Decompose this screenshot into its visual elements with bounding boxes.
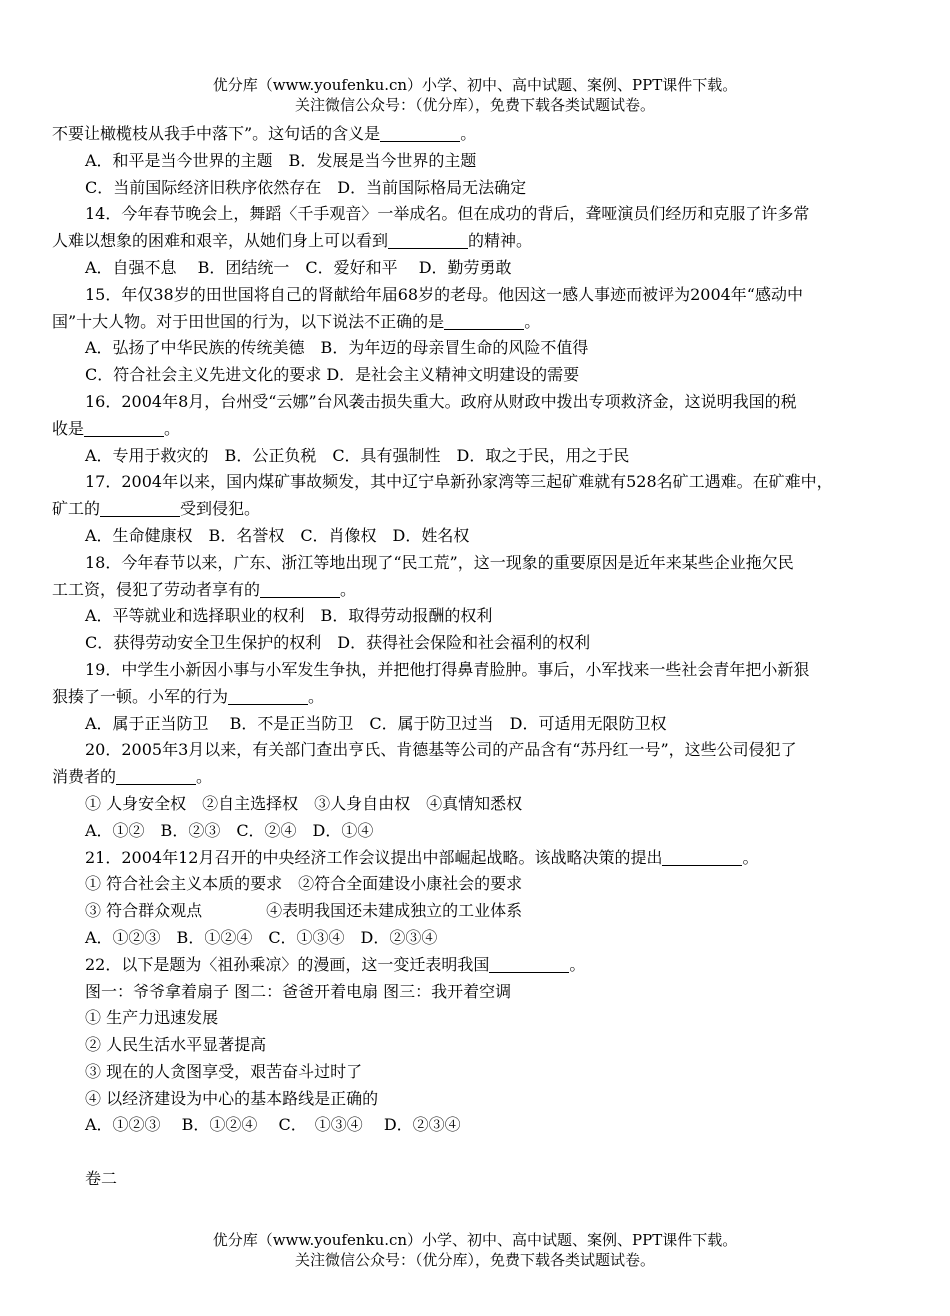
line-text-after-blank: 。: [524, 311, 541, 331]
text-line: [52, 1005, 914, 1032]
text-line: [52, 469, 914, 496]
text-line: [52, 362, 914, 389]
text-line: [52, 550, 914, 577]
line-text: 19．中学生小新因小事与小军发生争执，并把他打得鼻青脸肿。事后，小军找来一些社会青年把小新狠: [85, 659, 810, 679]
line-text-after-blank: 。: [308, 686, 325, 706]
line-text: 14．今年春节晚会上，舞蹈〈千手观音〉一举成名。但在成功的背后，聋哑演员们经历和克服了许多常: [85, 204, 810, 224]
line-text-after-blank: 。: [569, 954, 586, 974]
line-text: C．符合社会主义先进文化的要求 D．是社会主义精神文明建设的需要: [85, 365, 580, 385]
answer-blank: [228, 688, 308, 705]
text-line: [52, 148, 914, 175]
text-line: [52, 255, 914, 282]
text-line: [52, 201, 914, 228]
line-text: 收是: [52, 418, 85, 438]
answer-blank: [489, 956, 569, 973]
text-line: [52, 818, 914, 845]
line-text: A．弘扬了中华民族的传统美德 B．为年迈的母亲冒生命的风险不值得: [85, 338, 589, 358]
header-line-1: 优分库（www.youfenku.cn）小学、初中、高中试题、案例、PPT课件下载。: [212, 76, 738, 94]
text-line: [52, 175, 914, 202]
text-line: [52, 952, 914, 979]
line-text: C．当前国际经济旧秩序依然存在 D．当前国际格局无法确定: [85, 177, 527, 197]
line-text: 卷二: [85, 1169, 118, 1189]
text-line: [52, 335, 914, 362]
line-text: A．和平是当今世界的主题 B．发展是当今世界的主题: [85, 150, 477, 170]
line-text: 21．2004年12月召开的中央经济工作会议提出中部崛起战略。该战略决策的提出: [85, 847, 663, 867]
line-text: 人难以想象的困难和艰辛，从她们身上可以看到: [52, 231, 389, 251]
answer-blank: [260, 581, 340, 598]
line-text: 16．2004年8月，台州受“云娜”台风袭击损失重大。政府从财政中拨出专项救济金，这说明我国的税: [85, 391, 797, 411]
blank-line: [52, 1139, 914, 1166]
text-line: [52, 711, 914, 738]
text-line: [52, 871, 914, 898]
line-text: 18．今年春节以来，广东、浙江等地出现了“民工荒”，这一现象的重要原因是近年来某些企业拖欠民: [85, 552, 794, 572]
text-line: [52, 228, 914, 255]
answer-blank: [388, 232, 468, 249]
line-text: A．①②③ B．①②④ C． ①③④ D．②③④: [85, 1115, 461, 1135]
line-text: 17．2004年以来，国内煤矿事故频发，其中辽宁阜新孙家湾等三起矿难就有528名矿工遇难。在矿难中，: [85, 472, 833, 492]
text-line: [52, 791, 914, 818]
line-text: 狠揍了一顿。小军的行为: [52, 686, 229, 706]
text-line: [52, 684, 914, 711]
text-line: [52, 496, 914, 523]
text-line: [52, 603, 914, 630]
line-text: C．获得劳动安全卫生保护的权利 D．获得社会保险和社会福利的权利: [85, 633, 591, 653]
line-text: ③ 符合群众观点 ④表明我国还未建成独立的工业体系: [85, 901, 523, 921]
line-text: ① 符合社会主义本质的要求 ②符合全面建设小康社会的要求: [85, 874, 523, 894]
line-text-after-blank: 的精神。: [468, 231, 533, 251]
line-text: 15．年仅38岁的田世国将自己的肾献给年届68岁的老母。他因这一感人事迹而被评为2004年“感动中: [85, 284, 803, 304]
text-line: [52, 925, 914, 952]
answer-blank: [380, 125, 460, 142]
line-text: ① 人身安全权 ②自主选择权 ③人身自由权 ④真情知悉权: [85, 793, 523, 813]
line-text: A．①②③ B．①②④ C．①③④ D．②③④: [85, 927, 438, 947]
line-text: A．平等就业和选择职业的权利 B．取得劳动报酬的权利: [85, 606, 493, 626]
text-line: [52, 1166, 914, 1193]
header-line-2: 关注微信公众号：（优分库），免费下载各类试题试卷。: [294, 96, 655, 114]
text-line: [52, 1086, 914, 1113]
text-line: [52, 1059, 914, 1086]
text-line: [52, 309, 914, 336]
text-line: [52, 898, 914, 925]
text-line: [52, 282, 914, 309]
line-text: 矿工的: [52, 499, 101, 519]
text-line: [52, 443, 914, 470]
text-line: [52, 121, 914, 148]
text-line: [52, 657, 914, 684]
answer-blank: [84, 420, 164, 437]
line-text: 22．以下是题为〈祖孙乘凉〉的漫画，这一变迁表明我国: [85, 954, 490, 974]
text-line: [52, 523, 914, 550]
line-text: 消费者的: [52, 767, 117, 787]
footer-line-1: 优分库（www.youfenku.cn）小学、初中、高中试题、案例、PPT课件下载。: [212, 1231, 738, 1249]
answer-blank: [116, 768, 196, 785]
footer-line-2: 关注微信公众号：（优分库），免费下载各类试题试卷。: [294, 1251, 655, 1269]
line-text: 图一：爷爷拿着扇子 图二：爸爸开着电扇 图三：我开着空调: [85, 981, 512, 1001]
text-line: [52, 764, 914, 791]
document-body: [52, 121, 914, 1193]
text-line: [52, 416, 914, 443]
line-text: ② 人民生活水平显著提高: [85, 1035, 267, 1055]
text-line: [52, 389, 914, 416]
line-text: A．专用于救灾的 B．公正负税 C．具有强制性 D．取之于民，用之于民: [85, 445, 630, 465]
answer-blank: [662, 849, 742, 866]
page-footer: [0, 1230, 950, 1270]
line-text: 工工资，侵犯了劳动者享有的: [52, 579, 261, 599]
line-text: 国”十大人物。对于田世国的行为，以下说法不正确的是: [52, 311, 445, 331]
line-text-after-blank: 受到侵犯。: [180, 499, 261, 519]
answer-blank: [100, 500, 180, 517]
line-text: ④ 以经济建设为中心的基本路线是正确的: [85, 1088, 379, 1108]
text-line: [52, 1112, 914, 1139]
line-text: A．生命健康权 B．名誉权 C．肖像权 D．姓名权: [85, 525, 470, 545]
text-line: [52, 737, 914, 764]
page-header: [0, 75, 950, 115]
line-text: A．自强不息 B．团结统一 C．爱好和平 D．勤劳勇敢: [85, 257, 512, 277]
answer-blank: [444, 313, 524, 330]
text-line: [52, 630, 914, 657]
line-text: 20．2005年3月以来，有关部门查出亨氏、肯德基等公司的产品含有“苏丹红一号”，这些公司侵犯了: [85, 740, 797, 760]
line-text: ① 生产力迅速发展: [85, 1008, 219, 1028]
line-text-after-blank: 。: [340, 579, 357, 599]
line-text: A．①② B．②③ C．②④ D．①④: [85, 820, 374, 840]
line-text-after-blank: 。: [164, 418, 181, 438]
line-text-after-blank: 。: [460, 124, 477, 143]
text-line: [52, 1032, 914, 1059]
text-line: [52, 979, 914, 1006]
line-text-after-blank: 。: [742, 847, 759, 867]
text-line: [52, 845, 914, 872]
line-text-after-blank: 。: [196, 767, 213, 787]
line-text: 不要让橄榄枝从我手中落下”。这句话的含义是: [52, 124, 381, 143]
line-text: A．属于正当防卫 B．不是正当防卫 C．属于防卫过当 D．可适用无限防卫权: [85, 713, 667, 733]
line-text: ③ 现在的人贪图享受，艰苦奋斗过时了: [85, 1061, 363, 1081]
text-line: [52, 577, 914, 604]
